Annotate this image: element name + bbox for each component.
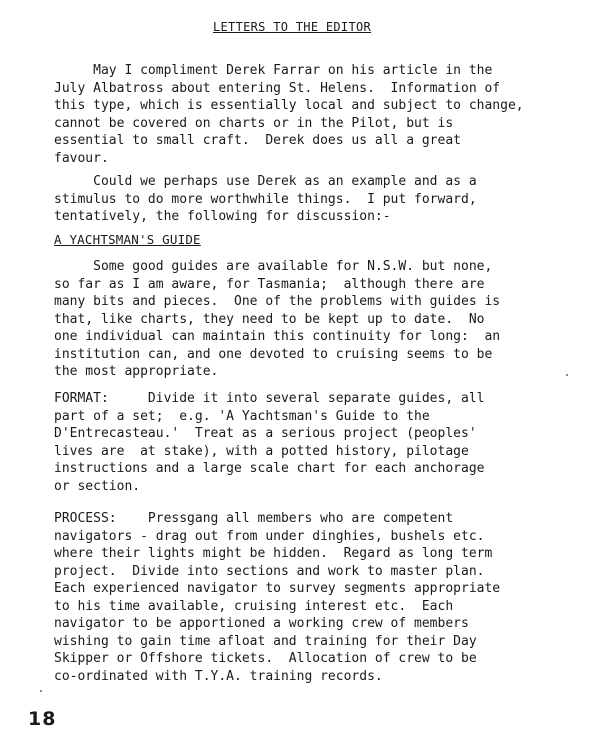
text-line: lives are at stake), with a potted history, pilotage: [54, 443, 469, 459]
page-title: LETTERS TO THE EDITOR: [213, 20, 372, 34]
text-line: Skipper or Offshore tickets. Allocation of crew to be: [54, 651, 477, 666]
text-line: that, like charts, they need to be kept up to date. No: [54, 311, 485, 327]
text-line: so far as I am aware, for Tasmania; although there are: [54, 276, 485, 292]
text-line: the most appropriate.: [54, 364, 219, 379]
text-line: Some good guides are available for N.S.W. but none,: [54, 259, 493, 274]
text-line: where their lights might be hidden. Regard as long term: [54, 546, 493, 561]
text-line: many bits and pieces. One of the problems with guides is: [54, 294, 501, 309]
scan-speck: [40, 690, 42, 692]
text-line: cannot be covered on charts or in the Pilot, but is: [54, 115, 454, 131]
section-heading: A YACHTSMAN'S GUIDE: [54, 232, 201, 247]
text-line: May I compliment Derek Farrar on his article in the: [54, 63, 493, 78]
text-line: project. Divide into sections and work to master plan.: [54, 563, 485, 579]
paragraph-process: [54, 510, 554, 685]
text-line: one individual can maintain this continuity for long: an: [54, 329, 501, 344]
scan-speck: [566, 374, 568, 376]
text-line: tentatively, the following for discussion:-: [54, 209, 391, 224]
paragraph-format: [54, 390, 554, 495]
paragraph-guides-intro: [54, 258, 554, 381]
text-line: wishing to gain time afloat and training for their Day: [54, 633, 477, 649]
text-line: Each experienced navigator to survey segments appropriate: [54, 581, 501, 596]
text-line: D'Entrecasteau.' Treat as a serious project (peoples': [54, 426, 477, 441]
text-line: navigators - drag out from under dinghies, bushels etc.: [54, 528, 485, 544]
text-line: to his time available, cruising interest etc. Each: [54, 598, 454, 614]
text-line: PROCESS: Pressgang all members who are competent: [54, 511, 454, 526]
text-line: instructions and a large scale chart for each anchorage: [54, 461, 485, 476]
text-line: or section.: [54, 478, 141, 494]
text-line: essential to small craft. Derek does us all a great: [54, 133, 461, 148]
text-line: FORMAT: Divide it into several separate guides, all: [54, 391, 485, 406]
text-line: stimulus to do more worthwhile things. I put forward,: [54, 191, 477, 207]
text-line: Could we perhaps use Derek as an example and as a: [54, 174, 477, 189]
text-line: this type, which is essentially local and subject to change,: [54, 98, 524, 113]
text-line: part of a set; e.g. 'A Yachtsman's Guide to the: [54, 408, 430, 424]
text-line: favour.: [54, 150, 109, 166]
paragraph-compliment: [54, 62, 554, 167]
text-line: institution can, and one devoted to cruising seems to be: [54, 346, 493, 362]
text-line: co-ordinated with T.Y.A. training records.: [54, 668, 383, 684]
text-line: navigator to be apportioned a working crew of members: [54, 616, 469, 631]
paragraph-proposal: [54, 173, 554, 226]
text-line: July Albatross about entering St. Helens. Information of: [54, 80, 501, 96]
page-number: 18: [28, 708, 57, 730]
